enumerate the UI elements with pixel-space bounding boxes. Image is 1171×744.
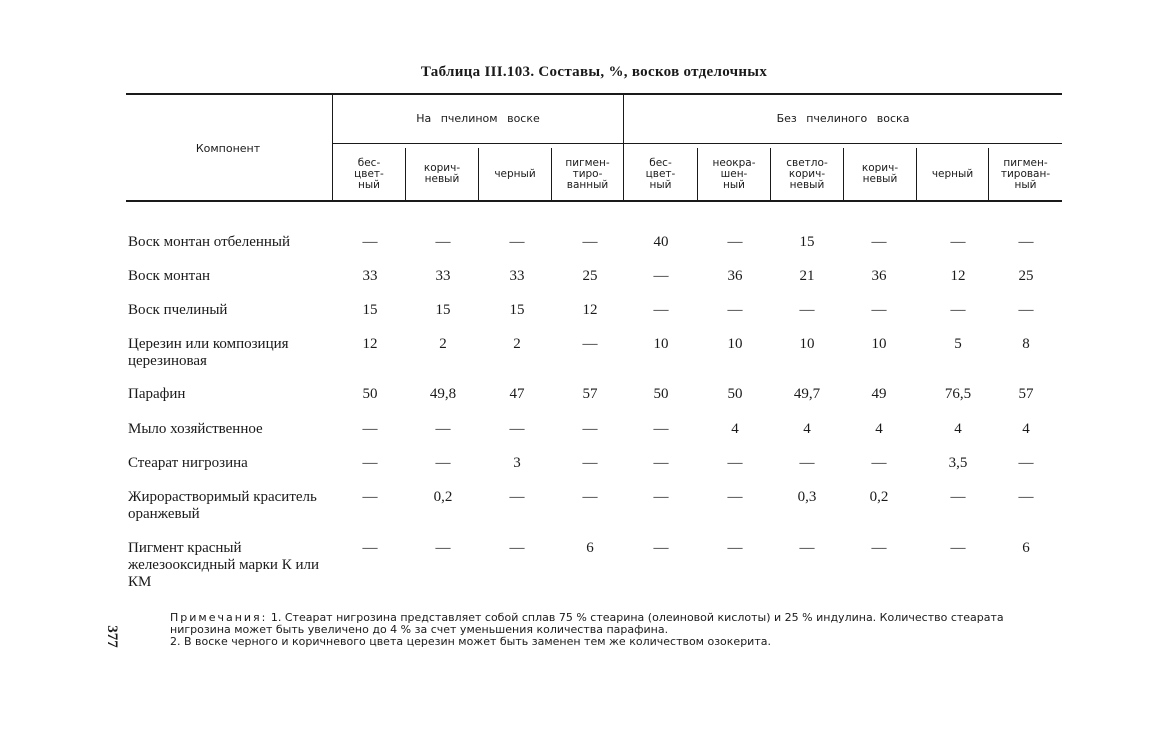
table-cell: — [509,234,525,250]
table-cell: — [435,540,451,556]
table-cell: 4 [954,421,962,437]
table-cell: 47 [509,386,525,402]
table-cell: — [871,302,887,318]
table-cell: 5 [954,336,962,352]
table-cell: 33 [435,268,451,284]
table-cell: 4 [731,421,739,437]
table-cell: — [362,540,378,556]
table-cell: — [362,489,378,505]
column-header-component: Компонент [195,142,261,155]
table-cell: — [509,540,525,556]
table-cell: — [653,540,669,556]
table-cell: — [871,540,887,556]
row-label: Парафин [128,386,186,402]
note-1: 1. Стеарат нигрозина представляет собой сплав 75 % стеарина (олеиновой кислоты) и 25 % индулина. Количество стеарата нигрозина может быть увеличено до 4 % за счет уменьшения количества парафина. [170,611,1004,636]
table-cell: 21 [799,268,815,284]
table-cell: 10 [727,336,743,352]
table-cell: 12 [950,268,966,284]
table-cell: — [727,455,743,471]
table-top-rule [126,93,1062,95]
group-header-no-bee-wax: Без пчелиного воска [776,112,910,125]
row-label: Церезин или композиция церезиновая [128,336,289,369]
table-cell: — [435,455,451,471]
column-header: черный [931,167,974,180]
table-cell: 36 [727,268,743,284]
row-label: Пигмент красный железооксидный марки К или КМ [128,540,320,590]
table-cell: 49 [871,386,887,402]
table-cell: — [509,421,525,437]
column-header: пигмен- тирован- ный [1000,156,1051,191]
table-cell: 4 [1022,421,1030,437]
table-cell: — [1018,489,1034,505]
header-bottom-rule [126,200,1062,202]
table-cell: 10 [653,336,669,352]
column-header: корич- невый [423,162,461,185]
table-cell: — [799,540,815,556]
table-cell: 49,8 [429,386,457,402]
column-header: бес- цвет- ный [354,156,384,191]
table-notes [132,612,1067,648]
table-cell: 76,5 [944,386,972,402]
table-cell: — [653,302,669,318]
table-cell: — [727,489,743,505]
table-cell: 10 [799,336,815,352]
column-header: пигмен- тиро- ванный [565,156,610,191]
table-cell: 3 [513,455,521,471]
table-cell: 50 [727,386,743,402]
table-cell: 4 [875,421,883,437]
row-label: Жирорастворимый краситель оранжевый [128,489,317,522]
table-cell: — [582,421,598,437]
table-cell: — [1018,455,1034,471]
table-cell: 33 [362,268,378,284]
table-cell: — [653,455,669,471]
table-cell: 3,5 [948,455,968,471]
table-cell: — [1018,302,1034,318]
table-cell: — [727,234,743,250]
table-cell: — [582,489,598,505]
row-label: Стеарат нигрозина [128,455,248,471]
table-cell: — [950,302,966,318]
table-cell: 0,2 [869,489,889,505]
table-cell: 57 [582,386,598,402]
column-header: корич- невый [861,162,899,185]
table-cell: 15 [435,302,451,318]
table-cell: 49,7 [793,386,821,402]
note-2: 2. В воске черного и коричневого цвета церезин может быть заменен тем же количеством озокерита. [170,635,771,648]
column-header: светло- корич- невый [786,156,828,191]
table-cell: 2 [513,336,521,352]
notes-heading: Примечания: [170,611,268,624]
header-group-rule [332,143,1062,144]
table-cell: — [362,455,378,471]
table-cell: 12 [362,336,378,352]
table-cell: — [582,455,598,471]
table-cell: 6 [586,540,594,556]
table-cell: 25 [1018,268,1034,284]
table-cell: — [362,421,378,437]
row-label: Мыло хозяйственное [128,421,263,437]
table-cell: — [653,421,669,437]
table-cell: 0,3 [797,489,817,505]
row-label: Воск монтан отбеленный [128,234,291,250]
table-cell: — [653,268,669,284]
row-label: Воск пчелиный [128,302,228,318]
table-cell: — [582,336,598,352]
table-cell: 15 [509,302,525,318]
table-cell: 8 [1022,336,1030,352]
table-cell: 50 [653,386,669,402]
table-cell: — [799,455,815,471]
table-cell: — [727,302,743,318]
table-cell: — [509,489,525,505]
table-cell: 36 [871,268,887,284]
table-cell: 25 [582,268,598,284]
table-cell: — [950,540,966,556]
table-cell: — [871,455,887,471]
table-cell: 15 [362,302,378,318]
table-cell: 33 [509,268,525,284]
table-cell: 0,2 [433,489,453,505]
table-cell: 10 [871,336,887,352]
column-header: черный [494,167,536,180]
table-cell: — [950,234,966,250]
table-cell: — [362,234,378,250]
table-title: Таблица III.103. Составы, %, восков отделочных [420,64,768,80]
table-cell: — [653,489,669,505]
table-cell: — [727,540,743,556]
table-cell: 50 [362,386,378,402]
table-cell: 15 [799,234,815,250]
table-cell: 2 [439,336,447,352]
row-label: Воск монтан [128,268,211,284]
table-cell: 6 [1022,540,1030,556]
column-header: бес- цвет- ный [645,156,676,191]
table-cell: — [950,489,966,505]
table-cell: — [799,302,815,318]
table-cell: — [1018,234,1034,250]
table-cell: 4 [803,421,811,437]
table-cell: — [582,234,598,250]
table-cell: 12 [582,302,598,318]
table-cell: — [871,234,887,250]
table-cell: 57 [1018,386,1034,402]
page-number: 377 [103,625,120,648]
group-header-bee-wax: На пчелином воске [416,112,540,125]
table-cell: 40 [653,234,669,250]
column-header: неокра- шен- ный [712,156,756,191]
table-cell: — [435,421,451,437]
table-cell: — [435,234,451,250]
